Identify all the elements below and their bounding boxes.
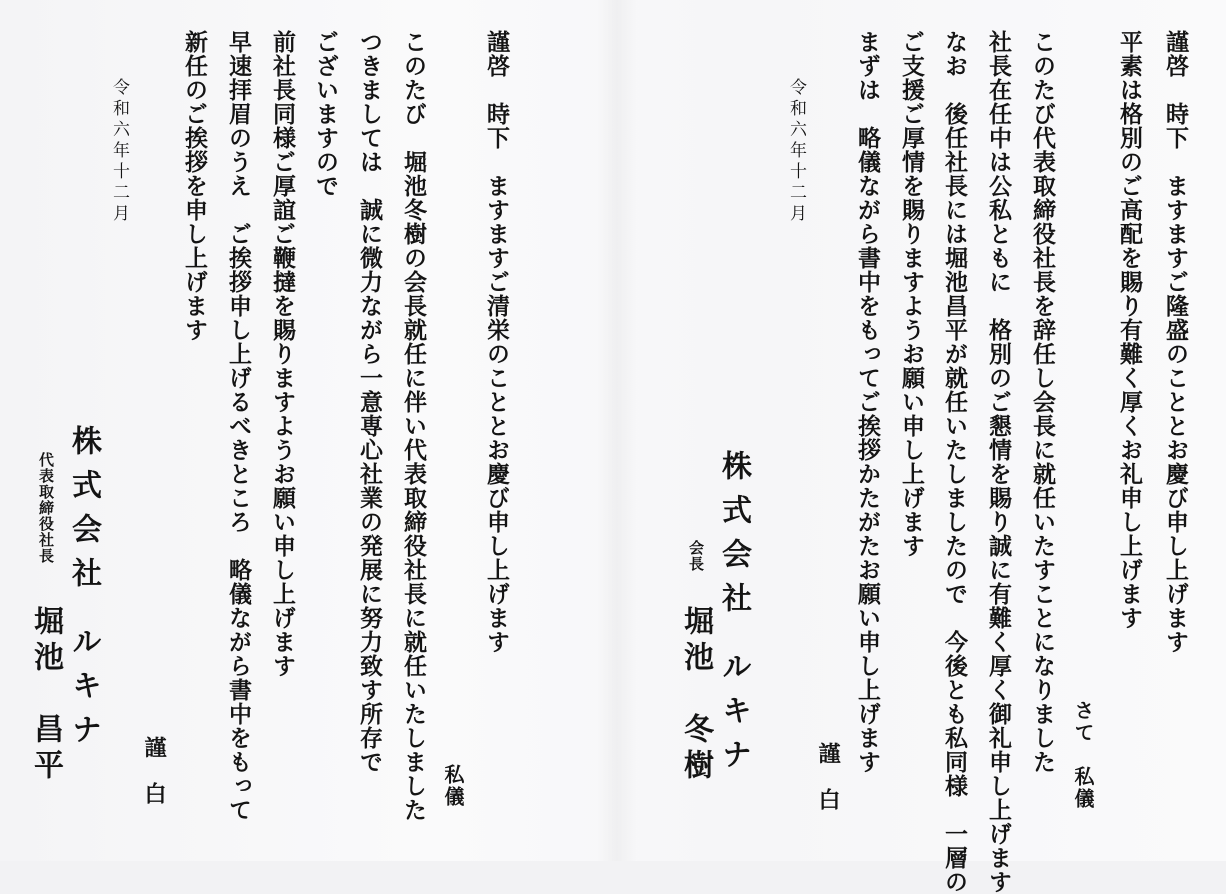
- right-date: 令和六年十二月: [786, 78, 806, 225]
- left-line-7: 早速拝眉のうえ ご挨拶申し上げるべきところ 略儀ながら書中をもって: [225, 30, 252, 822]
- left-line-2: 私儀: [441, 764, 465, 808]
- left-name: 堀池 昌平: [28, 605, 63, 785]
- left-line-6: 前社長同様ご厚誼ご鞭撻を賜りますようお願い申し上げます: [269, 30, 296, 678]
- right-line-7: ご支援ご厚情を賜りますようお願い申し上げます: [898, 30, 925, 558]
- left-company: 株式会社 ルキナ: [66, 425, 101, 758]
- left-line-1: 謹啓 時下 ますますご清栄のこととお慶び申し上げます: [483, 30, 510, 654]
- left-line-3: このたび 堀池冬樹の会長就任に伴い代表取締役社長に就任いたしました: [400, 30, 427, 822]
- right-line-3: さて 私儀: [1071, 700, 1095, 810]
- right-company: 株式会社 ルキナ: [716, 450, 751, 783]
- left-closing: 謹 白: [141, 736, 167, 805]
- right-line-6: なお 後任社長には堀池昌平が就任いたしましたので 今後とも私同様 一層の: [941, 30, 968, 894]
- left-title: 代表取締役社長: [37, 452, 55, 564]
- right-line-8: まずは 略儀ながら書中をもってご挨拶かたがたお願い申し上げます: [854, 30, 881, 774]
- right-name: 堀池 冬樹: [678, 605, 713, 785]
- right-line-2: 平素は格別のご高配を賜り有難く厚くお礼申し上げます: [1116, 30, 1143, 630]
- left-line-8: 新任のご挨拶を申し上げます: [181, 30, 208, 342]
- right-line-5: 社長在任中は公私ともに 格別のご懇情を賜り誠に有難く厚く御礼申し上げます: [985, 30, 1012, 894]
- left-line-5: ございますので: [312, 30, 339, 198]
- center-fold: [597, 0, 637, 861]
- right-title: 会長: [687, 540, 705, 572]
- right-line-1: 謹啓 時下 ますますご隆盛のこととお慶び申し上げます: [1162, 30, 1189, 654]
- right-line-4: このたび代表取締役社長を辞任し会長に就任いたすことになりました: [1029, 30, 1056, 774]
- left-line-4: つきましては 誠に微力ながら一意専心社業の発展に努力致す所存で: [356, 30, 383, 774]
- right-closing: 謹 白: [815, 742, 841, 811]
- left-date: 令和六年十二月: [109, 78, 129, 225]
